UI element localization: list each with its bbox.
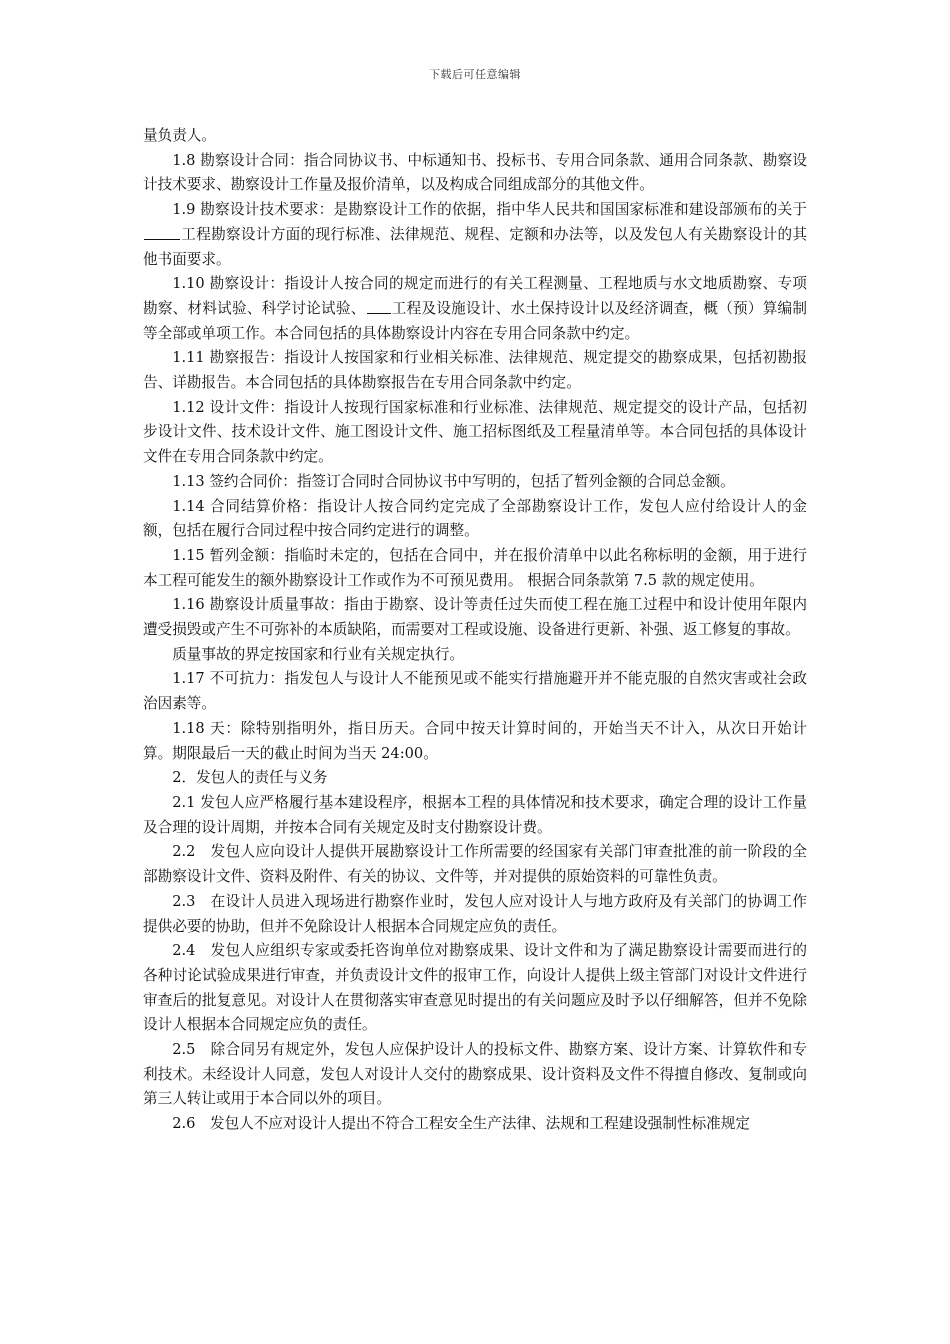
section-heading: 2．发包人的责任与义务 bbox=[172, 769, 328, 787]
paragraph: 2.4 发包人应组织专家或委托咨询单位对勘察成果、设计文件和为了满足勘察设计需要而进行的各种讨论试验成果进行审查，并负责设计文件的报审工作，向设计人提供上级主管部门对设计文件进行审查后的批复意见。对设计人在贯彻落实审查意见时提出的有关问题应及时予以仔细解答，但并不免除设计人根据本合同规定应负的责任。 bbox=[143, 942, 807, 1034]
paragraph-text: 1.10 勘察设计：指设计人按合同的规定而进行的有关工程测量、工程地质与水文地质勘察、专项勘察、材料试验、科学讨论试验、 bbox=[143, 275, 807, 317]
document-body bbox=[143, 124, 807, 1137]
paragraph-text: 工程及设施设计、水土保持设计以及经济调查，概（预）算编制等全部或单项工作。本合同包括的具体勘察设计内容在专用合同条款中约定。 bbox=[143, 299, 807, 342]
paragraph: 2.1 发包人应严格履行基本建设程序，根据本工程的具体情况和技术要求，确定合理的设计工作量及合理的设计周期，并按本合同有关规定及时支付勘察设计费。 bbox=[143, 793, 807, 836]
paragraph bbox=[143, 198, 807, 272]
paragraph: 质量事故的界定按国家和行业有关规定执行。 bbox=[172, 645, 465, 663]
paragraph: 2.6 发包人不应对设计人提出不符合工程安全生产法律、法规和工程建设强制性标准规定 bbox=[172, 1115, 750, 1133]
paragraph: 1.17 不可抗力：指发包人与设计人不能预见或不能实行措施避开并不能克服的自然灾害或社会政治因素等。 bbox=[143, 670, 807, 713]
paragraph bbox=[143, 272, 807, 346]
paragraph: 2.5 除合同另有规定外，发包人应保护设计人的投标文件、勘察方案、设计方案、计算软件和专利技术。未经设计人同意，发包人对设计人交付的勘察成果、设计资料及文件不得擅自修改、复制或向第三人转让或用于本合同以外的项目。 bbox=[143, 1041, 807, 1108]
page-header: 下载后可任意编辑 bbox=[429, 68, 521, 81]
paragraph-text: 工程勘察设计方面的现行标准、法律规范、规程、定额和办法等，以及发包人有关勘察设计的其他书面要求。 bbox=[143, 225, 807, 268]
paragraph: 1.13 签约合同价：指签订合同时合同协议书中写明的，包括了暂列金额的合同总金额。 bbox=[172, 472, 735, 490]
paragraph: 1.16 勘察设计质量事故：指由于勘察、设计等责任过失而使工程在施工过程中和设计使用年限内遭受损毁或产生不可弥补的本质缺陷，而需要对工程或设施、设备进行更新、补强、返工修复的事故。 bbox=[143, 596, 807, 639]
paragraph: 1.12 设计文件：指设计人按现行国家标准和行业标准、法律规范、规定提交的设计产品，包括初步设计文件、技术设计文件、施工图设计文件、施工招标图纸及工程量清单等。本合同包括的具体设计文件在专用合同条款中约定。 bbox=[143, 398, 807, 466]
paragraph: 1.15 暂列金额：指临时未定的，包括在合同中，并在报价清单中以此名称标明的金额，用于进行本工程可能发生的额外勘察设计工作或作为不可预见费用。 根据合同条款第 7.5 款的规定使用。 bbox=[143, 546, 807, 589]
paragraph: 1.18 天：除特别指明外，指日历天。合同中按天计算时间的，开始当天不计入，从次日开始计算。期限最后一天的截止时间为当天 24:00。 bbox=[143, 719, 807, 762]
paragraph: 1.14 合同结算价格：指设计人按合同约定完成了全部勘察设计工作，发包人应付给设计人的金额，包括在履行合同过程中按合同约定进行的调整。 bbox=[143, 497, 807, 540]
paragraph: 1.8 勘察设计合同：指合同协议书、中标通知书、投标书、专用合同条款、通用合同条款、勘察设计技术要求、勘察设计工作量及报价清单，以及构成合同组成部分的其他文件。 bbox=[143, 151, 807, 194]
blank-underline bbox=[367, 300, 391, 314]
paragraph-text: 1.9 勘察设计技术要求：是勘察设计工作的依据，指中华人民共和国国家标准和建设部颁布的关于 bbox=[172, 201, 807, 219]
blank-underline bbox=[144, 226, 180, 240]
paragraph: 量负责人。 bbox=[143, 127, 216, 144]
paragraph: 1.11 勘察报告：指设计人按国家和行业相关标准、法律规范、规定提交的勘察成果，包括初勘报告、详勘报告。本合同包括的具体勘察报告在专用合同条款中约定。 bbox=[143, 349, 807, 392]
paragraph: 2.2 发包人应向设计人提供开展勘察设计工作所需要的经国家有关部门审查批准的前一阶段的全部勘察设计文件、资料及附件、有关的协议、文件等，并对提供的原始资料的可靠性负责。 bbox=[143, 843, 807, 886]
paragraph: 2.3 在设计人员进入现场进行勘察作业时，发包人应对设计人与地方政府及有关部门的协调工作提供必要的协助，但并不免除设计人根据本合同规定应负的责任。 bbox=[143, 892, 807, 935]
